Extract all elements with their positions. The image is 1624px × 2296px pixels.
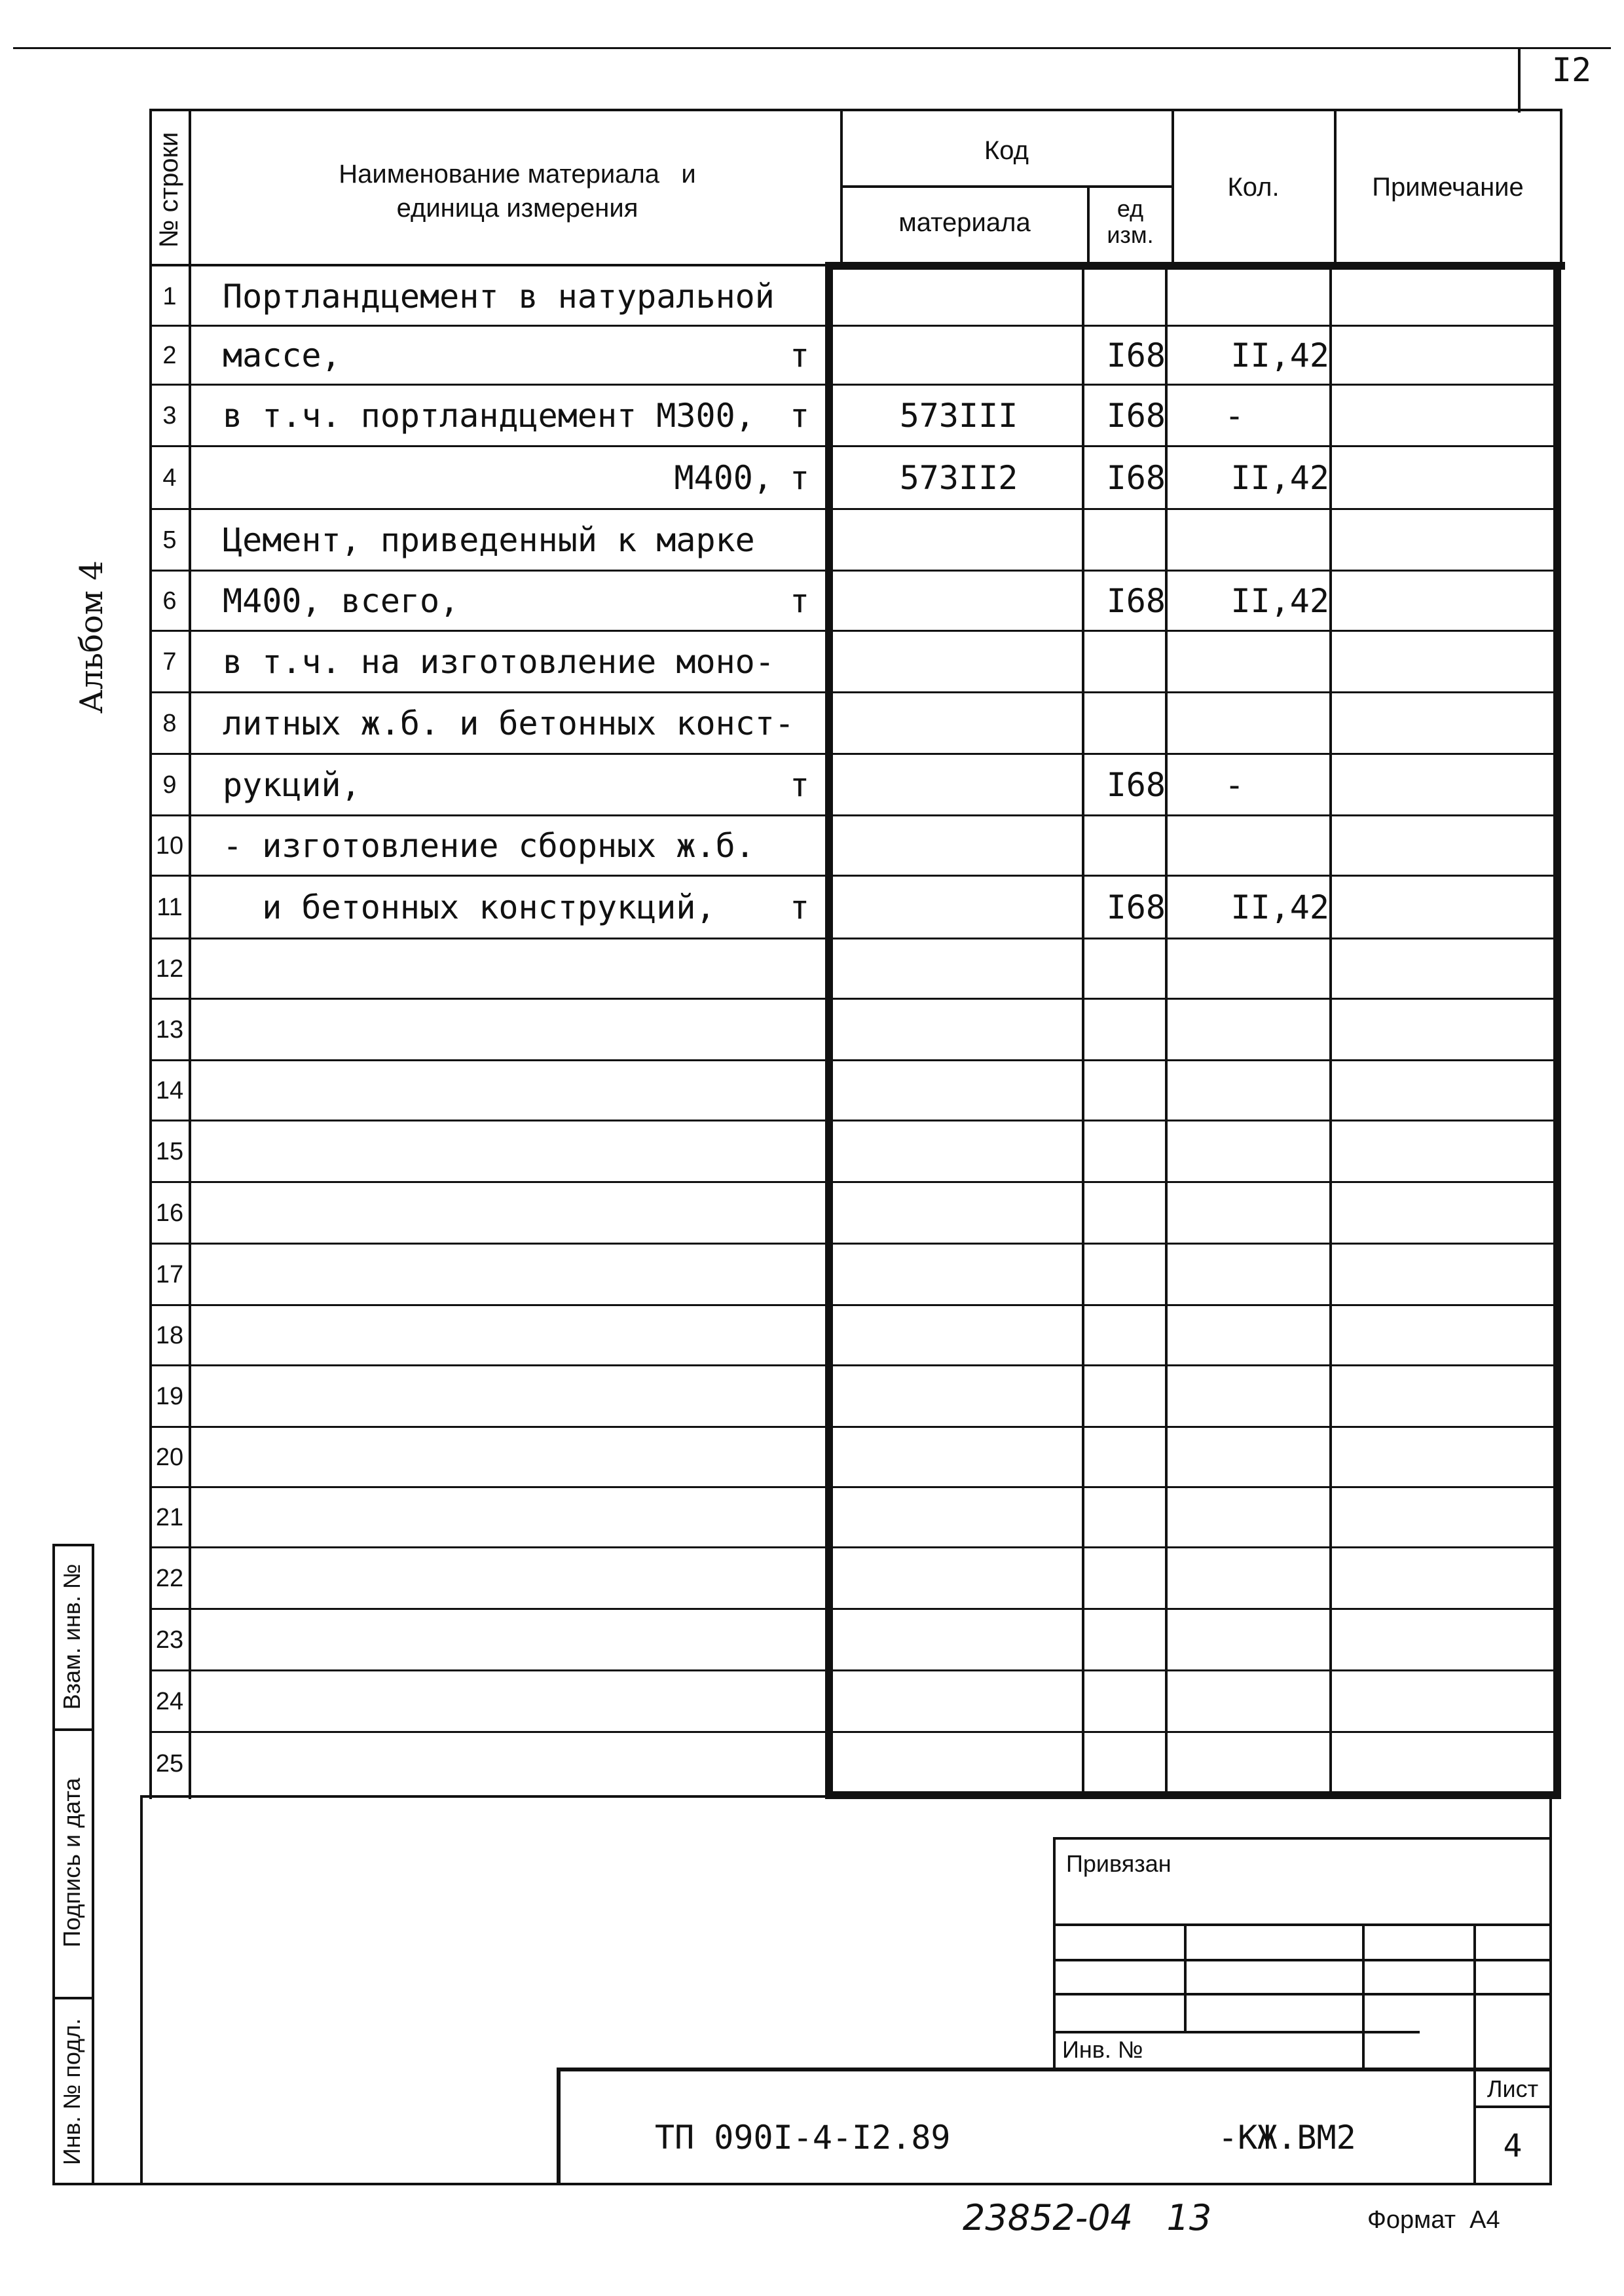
row-number: 11 [157, 894, 183, 921]
row-unit: т [789, 766, 810, 804]
row-number: 16 [155, 1199, 184, 1227]
row-number: 21 [155, 1504, 184, 1531]
row-number: 2 [162, 342, 177, 369]
header-code: Код [984, 136, 1029, 165]
row-number: 20 [155, 1444, 184, 1471]
inv-no-label: Инв. № [1062, 2036, 1143, 2063]
thick-border-right [1553, 262, 1561, 1799]
row-name: рукций, [223, 766, 361, 804]
row-number: 25 [155, 1750, 184, 1777]
row-number: 13 [155, 1016, 184, 1044]
header-note: Примечание [1372, 173, 1524, 202]
row-name: М400, всего, [223, 582, 460, 620]
row-unit-code: I68 [1106, 397, 1166, 435]
header-name-line2: единица измерения [396, 194, 638, 223]
row-name: Портландцемент в натуральной [223, 278, 775, 316]
row-quantity: II,42 [1230, 337, 1329, 374]
thick-border-left [825, 262, 833, 1799]
row-name: литных ж.б. и бетонных конст- [223, 704, 794, 742]
list-label: Лист [1486, 2075, 1539, 2102]
row-material-code: 573III [899, 397, 1018, 435]
row-number: 17 [155, 1261, 184, 1288]
row-number: 7 [162, 648, 177, 676]
album-label: Альбом 4 [73, 560, 110, 714]
row-unit: т [789, 397, 810, 435]
row-unit-code: I68 [1106, 888, 1166, 926]
handwritten-number: 23852-04 13 [963, 2197, 1212, 2238]
row-number: 9 [162, 771, 177, 799]
row-unit: т [789, 459, 810, 497]
row-number: 3 [162, 402, 177, 429]
row-name: М400, [674, 459, 773, 497]
row-unit-code: I68 [1106, 459, 1166, 497]
row-unit-code: I68 [1106, 582, 1166, 620]
row-name: Цемент, приведенный к марке [223, 521, 755, 559]
row-number: 23 [155, 1626, 184, 1654]
page-number: I2 [1551, 51, 1592, 89]
row-quantity: - [1225, 397, 1245, 435]
stamp-vzam-inv: Взам. инв. № [58, 1563, 85, 1710]
row-number: 15 [155, 1138, 184, 1165]
row-name: в т.ч. на изготовление моно- [223, 643, 775, 681]
row-quantity: II,42 [1230, 582, 1329, 620]
row-number: 14 [155, 1077, 184, 1104]
header-code-material: материала [898, 208, 1031, 237]
row-number: 4 [162, 464, 177, 492]
list-value: 4 [1503, 2128, 1522, 2164]
header-quantity: Кол. [1227, 173, 1280, 202]
stamp-podpis-data: Подпись и дата [58, 1777, 85, 1948]
row-unit: т [789, 888, 810, 926]
header-code-unit-line2: изм. [1107, 221, 1154, 248]
header-name-line1: Наименование материала и [339, 160, 696, 189]
row-name: - изготовление сборных ж.б. [223, 827, 755, 865]
row-material-code: 573II2 [899, 459, 1018, 497]
row-unit-code: I68 [1106, 337, 1166, 374]
row-number: 6 [162, 587, 177, 615]
top-border-line [13, 47, 1611, 49]
row-quantity: - [1225, 766, 1245, 804]
row-name: массе, [223, 337, 341, 374]
header-row-number: № строки [155, 132, 183, 248]
row-name: в т.ч. портландцемент М300, [223, 397, 755, 435]
thick-border-top [832, 262, 1565, 270]
row-quantity: II,42 [1230, 888, 1329, 926]
privyazan-label: Привязан [1066, 1850, 1172, 1877]
stamp-inv-podl: Инв. № подл. [58, 2018, 85, 2166]
row-number: 22 [155, 1565, 184, 1592]
row-name: и бетонных конструкций, [223, 888, 716, 926]
row-unit-code: I68 [1106, 766, 1166, 804]
row-number: 8 [162, 710, 177, 737]
row-number: 24 [155, 1688, 184, 1715]
row-number: 1 [162, 283, 177, 310]
row-number: 10 [155, 832, 184, 860]
document-code: ТП 090I-4-I2.89 [655, 2119, 951, 2157]
row-number: 18 [155, 1322, 184, 1349]
document-suffix: -КЖ.ВМ2 [1218, 2119, 1356, 2157]
row-unit: т [789, 582, 810, 620]
row-number: 19 [155, 1383, 184, 1410]
format-label: Формат А4 [1367, 2206, 1500, 2234]
row-number: 12 [155, 955, 184, 983]
row-number: 5 [162, 526, 177, 554]
row-quantity: II,42 [1230, 459, 1329, 497]
header-code-unit-line1: ед [1116, 195, 1144, 222]
page-number-divider [1518, 47, 1521, 113]
row-unit: т [789, 337, 810, 374]
